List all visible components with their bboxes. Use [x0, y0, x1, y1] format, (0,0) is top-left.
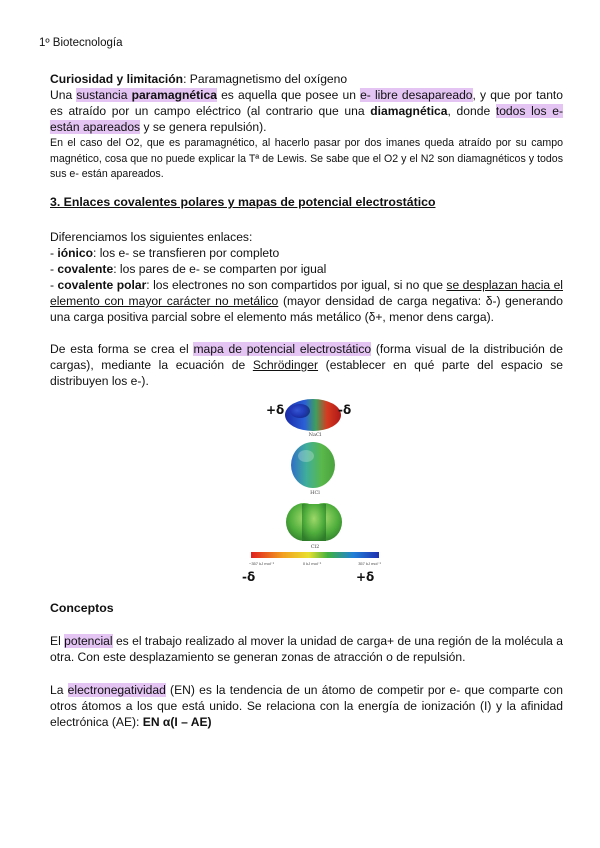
highlight-electronegatividad: electronegatividad [67, 683, 166, 697]
text-run: es aquella que posee un [216, 88, 361, 102]
bond-polar [50, 277, 563, 325]
text-run: (EN) es la tendencia de un átomo de competir por e- que comparte con otros átomos a los que está unido. Se relaciona con la energía de ionización (I) y la afinidad electrónica (AE): [50, 683, 563, 729]
text-run: y se genera repulsión). [140, 120, 267, 134]
nacl-highlight [290, 404, 310, 418]
term-diamagnetica: diamagnética [370, 104, 448, 118]
curiosidad-title: Curiosidad y limitación [50, 72, 184, 86]
highlight-potencial: potencial [64, 634, 113, 648]
text-run: El [50, 634, 65, 648]
text-run: De esta forma se crea el [50, 342, 194, 356]
underline-desplazan: se desplazan hacia el elemento con mayor carácter no metálico [50, 278, 563, 308]
underline-schrodinger: Schrödinger [252, 358, 319, 372]
text-run: , donde [447, 104, 496, 118]
mol-label-nacl: NaCl [308, 432, 322, 438]
text-run: - [50, 262, 58, 276]
scale-label-left: −357 kJ mol⁻¹ [249, 561, 275, 566]
paramagnetic-paragraph [50, 87, 563, 135]
label-plus-delta-top: +δ [266, 403, 285, 417]
text-run: (establecer en qué parte del espacio se distribuyen los e-). [50, 358, 564, 388]
cl2-map [286, 503, 342, 541]
mapa-paragraph [50, 341, 563, 389]
mol-label-hcl: HCl [310, 490, 320, 496]
color-scale-bar [251, 552, 379, 558]
label-minus-delta-bottom: -δ [242, 570, 256, 584]
curiosidad-title-line [50, 71, 563, 87]
electronegatividad-paragraph [50, 682, 563, 730]
course-header: 1º Biotecnología [39, 37, 123, 49]
scale-label-right: 357 kJ mol⁻¹ [358, 561, 381, 566]
nacl-map [285, 399, 341, 431]
label-minus-delta-top: -δ [338, 403, 352, 417]
highlight-mapa: mapa de potencial electrostático [193, 342, 372, 356]
label-plus-delta-bottom: +δ [356, 570, 375, 584]
potential-maps-svg [240, 396, 390, 586]
scale-label-mid: 0 kJ mol⁻¹ [302, 561, 322, 566]
highlight-e-libre: e- libre desapareado [360, 88, 473, 102]
hcl-highlight [298, 450, 314, 462]
text-run: : los e- se transfieren por completo [93, 246, 280, 260]
text-run: Una [50, 88, 77, 102]
curiosidad-subtitle: : Paramagnetismo del oxígeno [183, 72, 348, 86]
text-run: La [50, 683, 68, 697]
text-run: (forma visual de la distribución de cargas), mediante la ecuación de [50, 342, 564, 372]
bond-intro: Diferenciamos los siguientes enlaces: [50, 230, 253, 244]
bond-covalente [50, 261, 563, 277]
hcl-map [291, 442, 335, 488]
text-run: : los electrones no son compartidos por igual, si no que [146, 278, 447, 292]
highlight-apareados: todos los e- están apareados [50, 104, 563, 134]
cl2-bridge [302, 504, 326, 541]
text-run: , y que por tanto es atraído por un campo eléctrico (al contrario que una [50, 88, 564, 118]
bond-list [50, 229, 563, 325]
text-run: - [50, 278, 58, 292]
mol-label-cl2: Cl2 [310, 544, 320, 550]
text-run: : los pares de e- se comparten por igual [113, 262, 327, 276]
highlight-paramagnetica: paramagnética [131, 88, 217, 102]
term-covalente: covalente [57, 262, 114, 276]
term-covalente-polar: covalente polar [57, 278, 147, 292]
text-run: - [50, 246, 58, 260]
text-run: es el trabajo realizado al mover la unidad de carga+ de una región de la molécula a otra. Con este desplazamiento se generan zonas de atracción o de repulsión. [50, 634, 563, 664]
section-title: 3. Enlaces covalentes polares y mapas de potencial electrostático [50, 195, 436, 209]
highlight-sustancia: sustancia [76, 88, 132, 102]
en-formula: EN α(I – AE) [142, 715, 212, 729]
bond-ionico [50, 245, 563, 261]
concepts-heading: Conceptos [50, 601, 114, 615]
term-ionico: iónico [57, 246, 93, 260]
text-run: (mayor densidad de carga negativa: δ-) generando una carga positiva parcial sobre el elemento más metálico (δ+, menor dens carga). [50, 294, 563, 324]
potencial-paragraph [50, 633, 563, 665]
oxygen-note: En el caso del O2, que es paramagnético, al hacerlo pasar por dos imanes queda atraído por su campo magnético, cosa que no puede explicar la Tª de Lewis. Se sabe que el O2 y el N2 son diamagnéticos y todos sus e- están apareados. [50, 137, 563, 180]
electrostatic-potential-figure [240, 396, 390, 586]
